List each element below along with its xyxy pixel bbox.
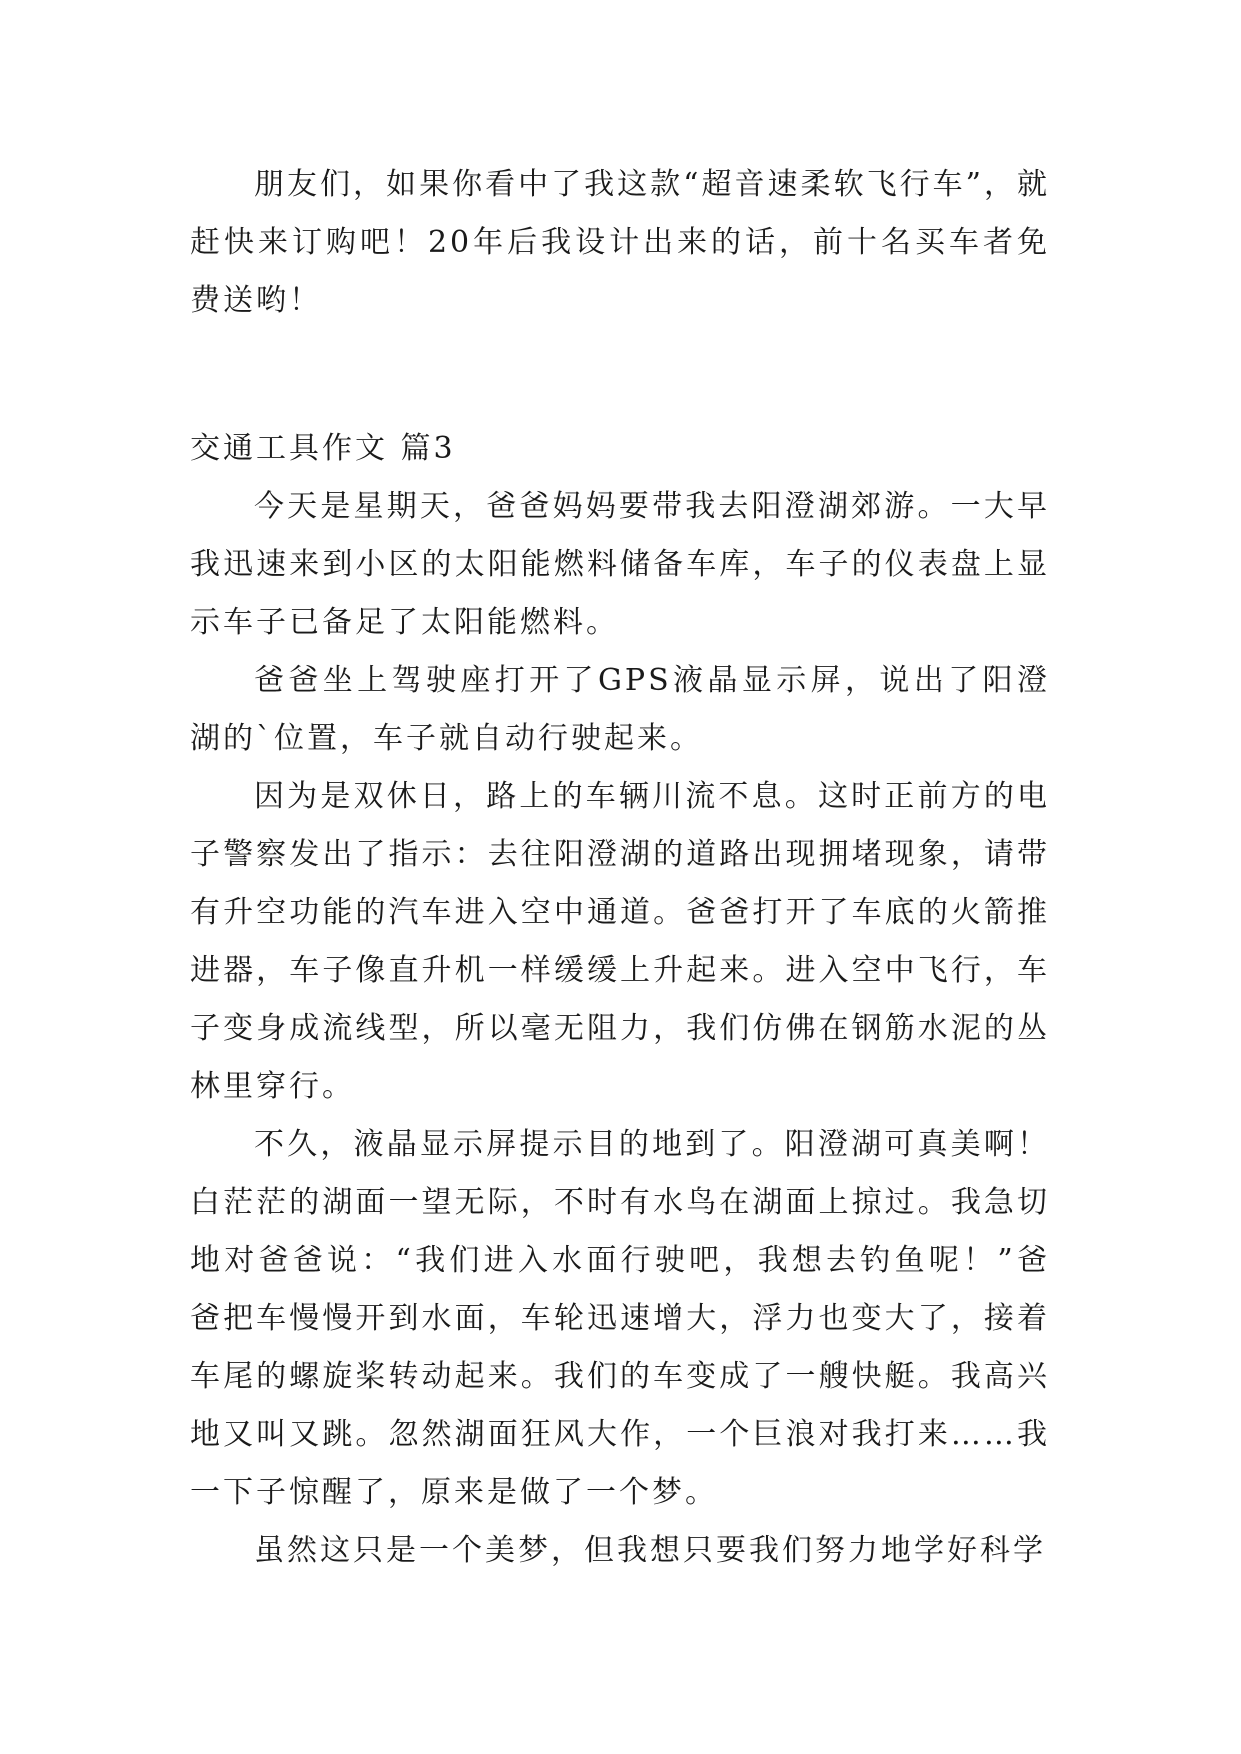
section-heading: 交通工具作文 篇3: [190, 431, 456, 466]
section-spacer: [190, 330, 1050, 420]
paragraph-intro: 朋友们，如果你看中了我这款“超音速柔软飞行车”，就赶快来订购吧！20年后我设计出来的话，前十名买车者免费送哟！: [190, 167, 1050, 318]
paragraph: 今天是星期天，爸爸妈妈要带我去阳澄湖郊游。一大早我迅速来到小区的太阳能燃料储备车库，车子的仪表盘上显示车子已备足了太阳能燃料。: [190, 489, 1050, 640]
paragraph: 虽然这只是一个美梦，但我想只要我们努力地学好科学: [254, 1533, 1046, 1568]
paragraph: 不久，液晶显示屏提示目的地到了。阳澄湖可真美啊！白茫茫的湖面一望无际，不时有水鸟在湖面上掠过。我急切地对爸爸说：“我们进入水面行驶吧，我想去钓鱼呢！”爸爸把车慢慢开到水面，车轮迅速增大，浮力也变大了，接着车尾的螺旋桨转动起来。我们的车变成了一艘快艇。我高兴地又叫又跳。忽然湖面狂风大作，一个巨浪对我打来……我一下子惊醒了，原来是做了一个梦。: [190, 1127, 1050, 1510]
paragraph: 爸爸坐上驾驶座打开了GPS液晶显示屏，说出了阳澄湖的`位置，车子就自动行驶起来。: [190, 663, 1050, 756]
document-body: [190, 156, 1050, 1580]
paragraph: 因为是双休日，路上的车辆川流不息。这时正前方的电子警察发出了指示：去往阳澄湖的道路出现拥堵现象，请带有升空功能的汽车进入空中通道。爸爸打开了车底的火箭推进器，车子像直升机一样缓缓上升起来。进入空中飞行，车子变身成流线型，所以毫无阻力，我们仿佛在钢筋水泥的丛林里穿行。: [190, 779, 1050, 1104]
